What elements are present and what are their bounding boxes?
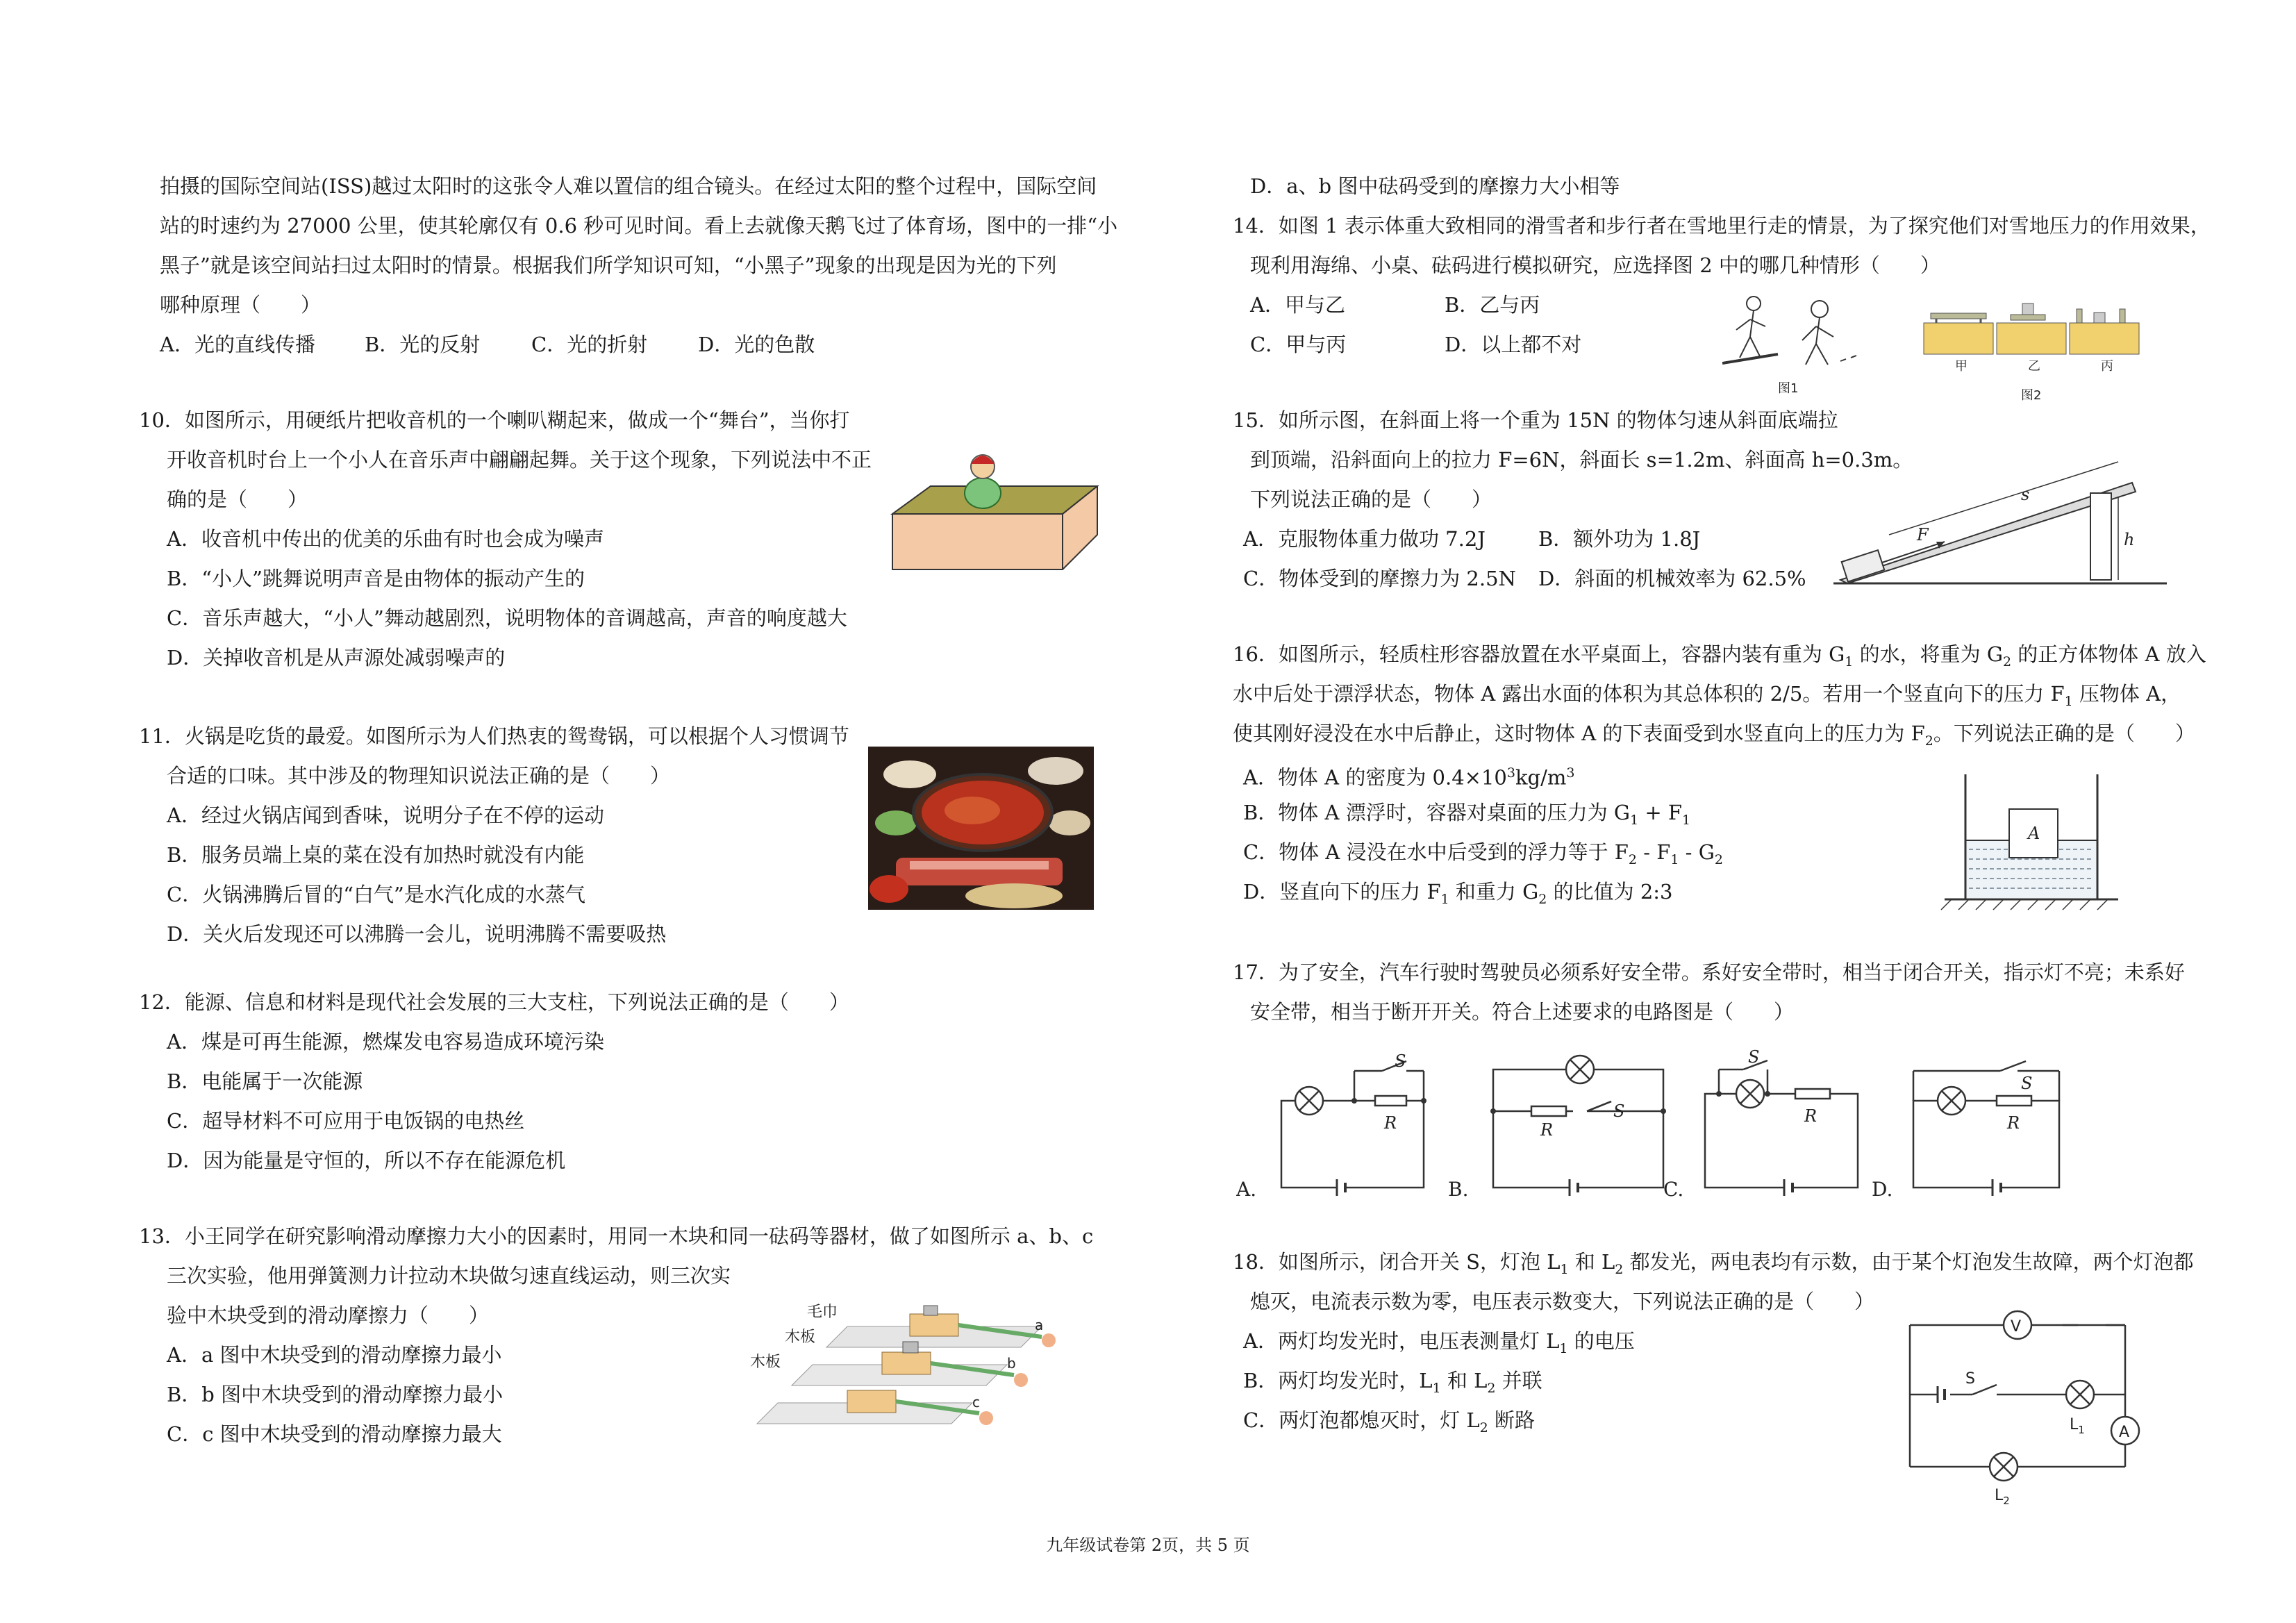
q15-stem-2: 到顶端，沿斜面向上的拉力 F=6N，斜面长 s=1.2m、斜面高 h=0.3m。: [1250, 448, 1913, 472]
q15-option-d[interactable]: D．斜面的机械效率为 62.5%: [1538, 567, 1806, 590]
q13-option-b[interactable]: B．b 图中木块受到的滑动摩擦力最小: [167, 1383, 504, 1406]
q10-option-c[interactable]: C．音乐声越大，“小人”舞动越剧烈，说明物体的音调越高，声音的响度越大: [167, 606, 847, 630]
q18-stem-1: 18．如图所示，闭合开关 S，灯泡 $L_1$ 和 $L_2$ 都发光，两电表均有示数，由于某个灯泡发生故障，两个灯泡都: [1233, 1250, 2194, 1277]
q15-stem-3: 下列说法正确的是（ ）: [1250, 488, 1492, 511]
q15-stem-1: 15．如所示图，在斜面上将一个重为 15N 的物体匀速从斜面底端拉: [1233, 408, 1838, 432]
q9-line-4: 哪种原理（ ）: [160, 293, 322, 317]
q11-option-b[interactable]: B．服务员端上桌的菜在没有加热时就没有内能: [167, 843, 585, 867]
q14-stem-2: 现利用海绵、小桌、砝码进行模拟研究，应选择图 2 中的哪几种情形（ ）: [1250, 253, 1940, 277]
q10-stem-3: 确的是（ ）: [167, 488, 308, 511]
page-footer: 九年级试卷第 2页，共 5 页: [1046, 1535, 1250, 1555]
label-R: R: [2007, 1113, 2020, 1133]
q9-line-2: 站的时速约为 27000 公里，使其轮廓仅有 0.6 秒可见时间。看上去就像天鹅飞过了体育场，图中的一排“小: [160, 214, 1118, 238]
hotpot-photo: [868, 747, 1094, 910]
q10-option-d[interactable]: D．关掉收音机是从声源处减弱噪声的: [167, 646, 506, 669]
label-S: S: [2021, 1074, 2033, 1093]
q14-stem-1: 14．如图 1 表示体重大致相同的滑雪者和步行者在雪地里行走的情景，为了探究他们对雪地压力的作用效果，: [1233, 214, 2211, 238]
circuit-b[interactable]: [1448, 1042, 1670, 1205]
q15-option-b[interactable]: B．额外功为 1.8J: [1538, 527, 1701, 551]
q9-option-a[interactable]: A．光的直线传播: [160, 333, 315, 356]
q11-stem-2: 合适的口味。其中涉及的物理知识说法正确的是（ ）: [167, 764, 671, 788]
q11-option-c[interactable]: C．火锅沸腾后冒的“白气”是水汽化成的水蒸气: [167, 883, 585, 906]
label-S: S: [1395, 1051, 1406, 1071]
q9-option-b[interactable]: B．光的反射: [365, 333, 481, 356]
q10-stem-1: 10．如图所示，用硬纸片把收音机的一个喇叭糊起来，做成一个“舞台”，当你打: [139, 408, 850, 432]
q10-option-b[interactable]: B．“小人”跳舞说明声音是由物体的振动产生的: [167, 567, 585, 590]
q16-option-d[interactable]: D．竖直向下的压力 $F_1$ 和重力 $G_2$ 的比值为 2:3: [1243, 880, 1673, 907]
q13-option-d[interactable]: D．a、b 图中砝码受到的摩擦力大小相等: [1250, 174, 1620, 198]
q11-option-d[interactable]: D．关火后发现还可以沸腾一会儿，说明沸腾不需要吸热: [167, 922, 667, 946]
q16-stem-2: 水中后处于漂浮状态，物体 A 露出水面的体积为其总体积的 2/5。若用一个竖直向下的压力 $F_1$ 压物体 A，: [1233, 682, 2181, 709]
q16-option-b[interactable]: B．物体 A 漂浮时，容器对桌面的压力为 $G_1 + F_1$: [1243, 801, 1691, 828]
switch-label: S: [1965, 1370, 1975, 1388]
q12-option-a[interactable]: A．煤是可再生能源，燃煤发电容易造成环境污染: [167, 1030, 604, 1054]
label-fig2: 图2: [2021, 388, 2042, 403]
label-S: S: [1613, 1101, 1625, 1121]
q11-stem-1: 11．火锅是吃货的最爱。如图所示为人们热衷的鸳鸯锅，可以根据个人习惯调节: [139, 724, 849, 748]
snow-pressure-figure: [1722, 288, 2156, 403]
q12-option-d[interactable]: D．因为能量是守恒的，所以不存在能源危机: [167, 1149, 566, 1172]
radio-stage-figure: [885, 438, 1104, 608]
q13-stem-1: 13．小王同学在研究影响滑动摩擦力大小的因素时，用同一木块和同一砝码等器材，做了如图所示 a、b、c: [139, 1224, 1094, 1248]
q14-option-a[interactable]: A．甲与乙: [1250, 293, 1345, 317]
label-R: R: [1804, 1106, 1817, 1126]
q13-stem-3: 验中木块受到的滑动摩擦力（ ）: [167, 1304, 490, 1327]
q12-option-b[interactable]: B．电能属于一次能源: [167, 1069, 363, 1093]
board-label-2: 木板: [750, 1354, 781, 1371]
q16-stem-3: 使其刚好浸没在水中后静止，这时物体 A 的下表面受到水竖直向上的压力为 $F_2$。下列说法正确的是（ ）: [1233, 722, 2195, 749]
label-s: s: [2021, 485, 2030, 504]
L1-label: $L_1$: [2070, 1416, 2085, 1436]
incline-figure: [1827, 444, 2174, 594]
q9-option-c[interactable]: C．光的折射: [531, 333, 648, 356]
q18-option-b[interactable]: B．两灯均发光时，$L_1$ 和 $L_2$ 并联: [1243, 1369, 1542, 1396]
q12-stem: 12．能源、信息和材料是现代社会发展的三大支柱，下列说法正确的是（ ）: [139, 990, 849, 1014]
circuit-c-label: C.: [1663, 1178, 1684, 1201]
voltmeter-label: V: [2011, 1318, 2022, 1335]
label-a: a: [1035, 1317, 1044, 1333]
q14-option-b[interactable]: B．乙与丙: [1445, 293, 1540, 317]
q12-option-c[interactable]: C．超导材料不可应用于电饭锅的电热丝: [167, 1109, 525, 1133]
label-F: F: [1917, 525, 1929, 544]
q17-stem-2: 安全带，相当于断开开关。符合上述要求的电路图是（ ）: [1250, 1000, 1795, 1024]
q9-line-3: 黑子”就是该空间站扫过太阳时的情景。根据我们所学知识可知，“小黑子”现象的出现是因为光的下列: [160, 253, 1057, 277]
q15-option-c[interactable]: C．物体受到的摩擦力为 2.5N: [1243, 567, 1516, 590]
q13-option-c[interactable]: C．c 图中木块受到的滑动摩擦力最大: [167, 1422, 502, 1446]
label-c: c: [972, 1394, 980, 1410]
circuit-d-label: D.: [1872, 1178, 1893, 1201]
q17-stem-1: 17．为了安全，汽车行驶时驾驶员必须系好安全带。系好安全带时，相当于闭合开关，指示灯不亮；未系好: [1233, 960, 2185, 984]
towel-label: 毛巾: [807, 1304, 838, 1321]
q18-option-a[interactable]: A．两灯均发光时，电压表测量灯 $L_1$ 的电压: [1243, 1329, 1635, 1356]
label-yi: 乙: [2028, 359, 2040, 374]
q18-option-c[interactable]: C．两灯泡都熄灭时，灯 $L_2$ 断路: [1243, 1408, 1535, 1435]
q11-option-a[interactable]: A．经过火锅店闻到香味，说明分子在不停的运动: [167, 804, 604, 827]
circuit-d[interactable]: [1872, 1042, 2101, 1205]
q10-option-a[interactable]: A．收音机中传出的优美的乐曲有时也会成为噪声: [167, 527, 604, 551]
label-jia: 甲: [1955, 359, 1968, 374]
q10-stem-2: 开收音机时台上一个小人在音乐声中翩翩起舞。关于这个现象，下列说法中不正: [167, 448, 872, 472]
label-R: R: [1384, 1113, 1397, 1133]
label-bing: 丙: [2101, 359, 2113, 374]
label-R: R: [1540, 1120, 1554, 1140]
label-b: b: [1007, 1355, 1016, 1372]
q18-circuit: [1896, 1306, 2160, 1507]
label-A: A: [2028, 824, 2040, 843]
q9-option-d[interactable]: D．光的色散: [698, 333, 815, 356]
circuit-a[interactable]: [1236, 1042, 1465, 1205]
circuit-c[interactable]: [1663, 1042, 1879, 1205]
circuit-a-label: A.: [1236, 1178, 1257, 1201]
q16-option-c[interactable]: C．物体 A 浸没在水中后受到的浮力等于 $F_2 - F_1 - G_2$: [1243, 840, 1723, 867]
circuit-b-label: B.: [1448, 1178, 1469, 1201]
q16-stem-1: 16．如图所示，轻质柱形容器放置在水平桌面上，容器内装有重为 $G_1$ 的水，将重为 $G_2$ 的正方体物体 A 放入: [1233, 642, 2206, 669]
ammeter-label: A: [2119, 1424, 2130, 1441]
q14-option-c[interactable]: C．甲与丙: [1250, 333, 1347, 356]
q15-option-a[interactable]: A．克服物体重力做功 7.2J: [1243, 527, 1486, 551]
q13-option-a[interactable]: A．a 图中木块受到的滑动摩擦力最小: [167, 1343, 502, 1367]
L2-label: $L_2$: [1995, 1487, 2010, 1507]
q16-option-a[interactable]: A．物体 A 的密度为 $0.4\times 10^3kg/m^3$: [1243, 765, 1575, 790]
q9-line-1: 拍摄的国际空间站(ISS)越过太阳时的这张令人难以置信的组合镜头。在经过太阳的整个过程中，国际空间: [160, 174, 1097, 198]
container-figure: [1938, 760, 2125, 917]
board-label-1: 木板: [785, 1329, 816, 1346]
q13-stem-2: 三次实验，他用弹簧测力计拉动木块做匀速直线运动，则三次实: [167, 1264, 731, 1288]
label-S: S: [1748, 1047, 1760, 1067]
label-h: h: [2124, 530, 2135, 549]
q14-option-d[interactable]: D．以上都不对: [1445, 333, 1582, 356]
friction-experiment-figure: [743, 1299, 1076, 1462]
label-fig1: 图1: [1778, 381, 1799, 396]
q18-stem-2: 熄灭，电流表示数为零，电压表示数变大，下列说法正确的是（ ）: [1250, 1290, 1875, 1313]
